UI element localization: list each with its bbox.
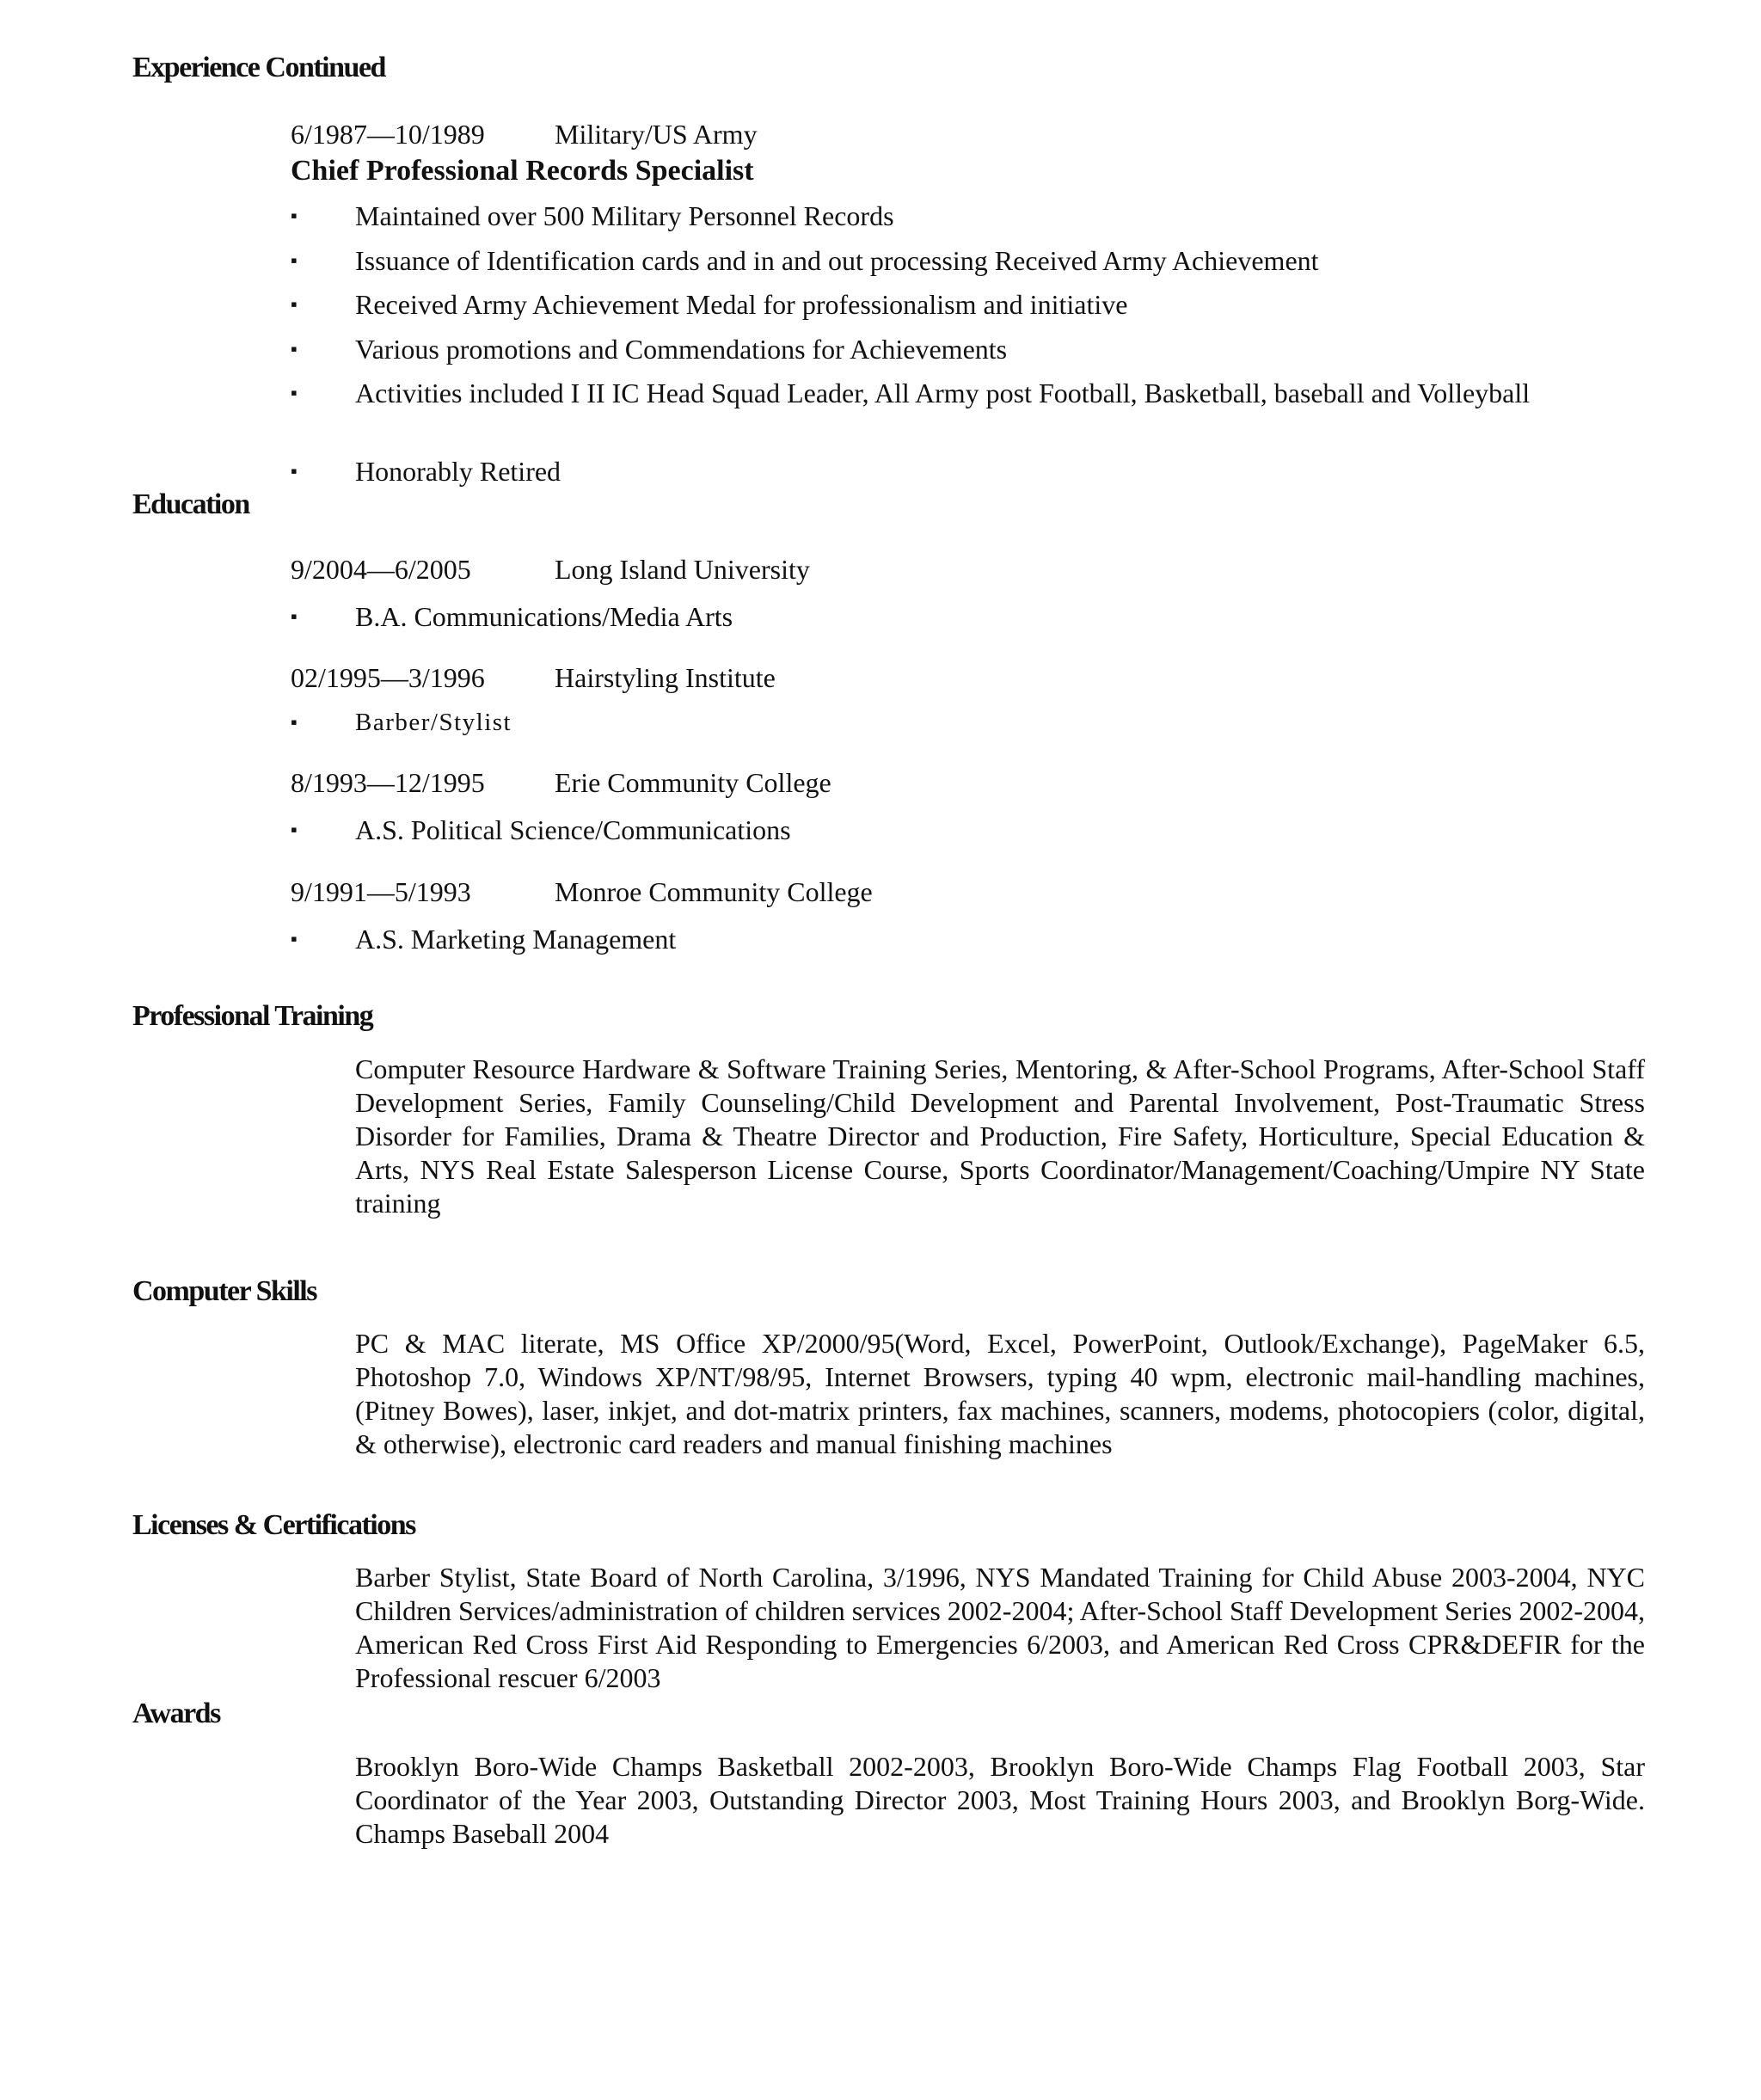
education-date: 9/1991—5/1993 (291, 876, 471, 907)
education-dateline (291, 876, 873, 908)
education-degree: A.S. Marketing Management (355, 924, 677, 955)
education-date: 9/2004—6/2005 (291, 554, 471, 585)
bullet-icon: ▪ (291, 338, 298, 359)
awards-heading: Awards (132, 1698, 220, 1729)
experience-dateline (291, 119, 758, 150)
education-dateline (291, 554, 810, 586)
education-degree: B.A. Communications/Media Arts (355, 601, 733, 632)
education-heading: Education (132, 488, 249, 520)
training-heading: Professional Training (132, 1000, 373, 1032)
experience-org: Military/US Army (555, 119, 758, 150)
list-item (291, 922, 1580, 956)
licenses-text: Barber Stylist, State Board of North Carolina, 3/1996, NYS Mandated Training for Child Abuse 2003-2004, NYC Children Services/administration of children services 2002-2004; After-School Staff Development Series 2002-2004, American Red Cross First Aid Responding to Emergencies 6/2003, and American Red Cross CPR&DEFIR for the Professional rescuer 6/2003 (355, 1562, 1645, 1693)
training-text: Computer Resource Hardware & Software Training Series, Mentoring, & After-School Programs, After-School Staff Development Series, Family Counseling/Child Development and Parental Involvement, Post-Traumatic Stress Disorder for Families, Drama & Theatre Director and Production, Fire Safety, Horticulture, Special Education & Arts, NYS Real Estate Salesperson License Course, Sports Coordinator/Management/Coaching/Umpire NY State training (355, 1053, 1645, 1219)
experience-heading: Experience Continued (132, 52, 385, 83)
experience-date: 6/1987—10/1989 (291, 119, 485, 150)
skills-text: PC & MAC literate, MS Office XP/2000/95(Word, Excel, PowerPoint, Outlook/Exchange), PageMaker 6.5, Photoshop 7.0, Windows XP/NT/98/95, Internet Browsers, typing 40 wpm, electronic mail-handling machines, (Pitney Bowes), laser, inkjet, and dot-matrix printers, fax machines, scanners, modems, photocopiers (color, digital, & otherwise), electronic card readers and manual finishing machines (355, 1328, 1645, 1459)
list-item: ▪ Various promotions and Commendations for Achievements (291, 334, 1008, 365)
bullet-icon: ▪ (291, 711, 298, 733)
bullet-icon: ▪ (291, 293, 298, 315)
bullet-icon: ▪ (291, 605, 298, 627)
licenses-heading: Licenses & Certifications (132, 1509, 415, 1541)
list-item: ▪ Received Army Achievement Medal for professionalism and initiative (291, 289, 1128, 320)
skills-heading: Computer Skills (132, 1275, 316, 1307)
education-dateline (291, 767, 831, 799)
education-dateline (291, 662, 776, 694)
bullet-icon: ▪ (291, 382, 298, 403)
education-degree: Barber/Stylist (355, 709, 512, 736)
education-date: 8/1993—12/1995 (291, 767, 485, 798)
list-item (291, 813, 1580, 847)
bullet-icon: ▪ (291, 249, 298, 271)
awards-text: Brooklyn Boro-Wide Champs Basketball 2002-2003, Brooklyn Boro-Wide Champs Flag Football 2003, Star Coordinator of the Year 2003, Outstanding Director 2003, Most Training Hours 2003, and Brooklyn Borg-Wide. Champs Baseball 2004 (355, 1751, 1645, 1849)
education-school: Long Island University (555, 554, 810, 585)
education-school: Erie Community College (555, 767, 831, 798)
education-school: Hairstyling Institute (555, 662, 776, 693)
list-item: ▪ Activities included I II IC Head Squad Leader, All Army post Football, Basketball, baseball and Volleyball (291, 378, 1531, 408)
list-item (291, 599, 1580, 634)
list-item (291, 705, 1580, 740)
list-item: ▪ Honorably Retired (291, 456, 561, 487)
bullet-icon: ▪ (291, 928, 298, 949)
bullet-icon: ▪ (291, 819, 298, 840)
education-date: 02/1995—3/1996 (291, 662, 485, 693)
list-item: ▪ Maintained over 500 Military Personnel Records (291, 200, 894, 231)
bullet-icon: ▪ (291, 460, 298, 482)
job-title: Chief Professional Records Specialist (291, 155, 754, 187)
education-school: Monroe Community College (555, 876, 873, 907)
bullet-icon: ▪ (291, 205, 298, 226)
list-item: ▪ Issuance of Identification cards and in and out processing Received Army Achievement (291, 245, 1319, 276)
education-degree: A.S. Political Science/Communications (355, 814, 791, 845)
